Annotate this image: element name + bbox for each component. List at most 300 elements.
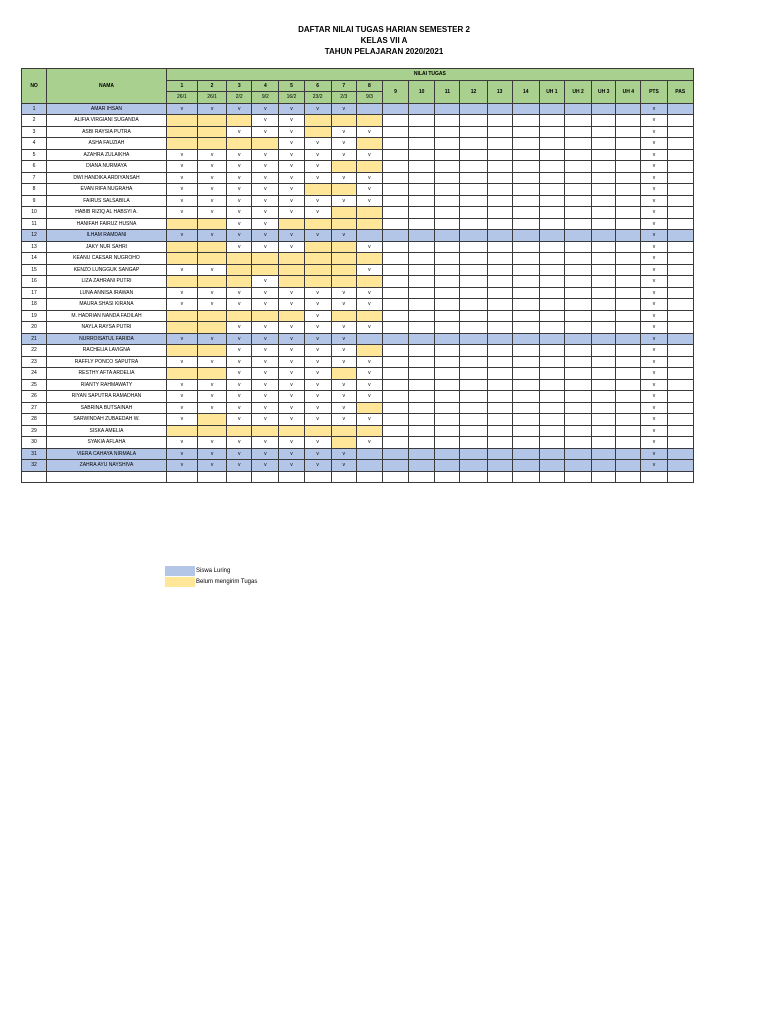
student-no: 9	[22, 195, 47, 207]
empty-cell	[616, 471, 641, 483]
mark-cell: v	[356, 379, 382, 391]
mark-cell	[382, 218, 408, 230]
mark-cell	[435, 207, 460, 219]
mark-cell	[252, 253, 279, 265]
mark-cell	[512, 149, 539, 161]
student-no: 28	[22, 414, 47, 426]
mark-cell	[197, 310, 226, 322]
mark-cell	[539, 322, 564, 334]
mark-cell	[435, 126, 460, 138]
mark-cell	[616, 218, 641, 230]
mark-cell	[435, 149, 460, 161]
mark-cell	[279, 264, 304, 276]
mark-cell: v	[227, 195, 252, 207]
mark-cell	[592, 379, 616, 391]
mark-cell	[564, 460, 591, 472]
mark-cell	[539, 402, 564, 414]
mark-cell	[487, 391, 512, 403]
mark-cell	[512, 253, 539, 265]
mark-cell	[592, 253, 616, 265]
mark-cell	[304, 218, 331, 230]
mark-cell	[435, 322, 460, 334]
mark-cell	[382, 333, 408, 345]
mark-cell: v	[641, 437, 667, 449]
mark-cell: v	[279, 368, 304, 380]
mark-cell	[564, 356, 591, 368]
header-col-11: 11	[435, 80, 460, 103]
student-name: MAURA SHASI KIRANA	[47, 299, 167, 311]
mark-cell: v	[331, 299, 356, 311]
mark-cell	[539, 184, 564, 196]
empty-cell	[279, 471, 304, 483]
mark-cell	[592, 207, 616, 219]
mark-cell	[356, 218, 382, 230]
mark-cell	[539, 368, 564, 380]
mark-cell: v	[227, 149, 252, 161]
mark-cell: v	[279, 241, 304, 253]
mark-cell: v	[279, 172, 304, 184]
mark-cell: v	[304, 310, 331, 322]
mark-cell	[539, 448, 564, 460]
student-name: FAIRUS SALSABILA	[47, 195, 167, 207]
mark-cell	[616, 172, 641, 184]
mark-cell: v	[331, 345, 356, 357]
mark-cell: v	[641, 264, 667, 276]
header-col-18: UH 4	[616, 80, 641, 103]
mark-cell: v	[252, 207, 279, 219]
student-no: 15	[22, 264, 47, 276]
mark-cell: v	[166, 356, 197, 368]
mark-cell: v	[279, 437, 304, 449]
student-no: 3	[22, 126, 47, 138]
mark-cell	[252, 310, 279, 322]
student-no: 12	[22, 230, 47, 242]
mark-cell	[409, 276, 435, 288]
mark-cell: v	[279, 126, 304, 138]
mark-cell	[460, 207, 487, 219]
mark-cell	[166, 138, 197, 150]
mark-cell	[166, 253, 197, 265]
mark-cell	[166, 425, 197, 437]
mark-cell	[539, 460, 564, 472]
mark-cell	[460, 195, 487, 207]
mark-cell	[539, 287, 564, 299]
student-row	[22, 172, 694, 184]
mark-cell: v	[252, 460, 279, 472]
mark-cell	[487, 299, 512, 311]
mark-cell	[409, 345, 435, 357]
mark-cell	[460, 230, 487, 242]
mark-cell: v	[641, 241, 667, 253]
student-name: RESTHY AFTA ARDELIA	[47, 368, 167, 380]
mark-cell: v	[252, 437, 279, 449]
mark-cell	[409, 264, 435, 276]
legend-luring-swatch	[165, 566, 195, 576]
mark-cell: v	[166, 379, 197, 391]
mark-cell	[564, 138, 591, 150]
mark-cell	[592, 356, 616, 368]
student-name: NAYLA RAYSA PUTRI	[47, 322, 167, 334]
mark-cell	[382, 460, 408, 472]
mark-cell	[539, 310, 564, 322]
mark-cell	[564, 402, 591, 414]
mark-cell: v	[641, 230, 667, 242]
mark-cell	[616, 310, 641, 322]
grades-table	[21, 68, 694, 483]
mark-cell	[435, 184, 460, 196]
header-col-4: 4	[252, 80, 279, 92]
mark-cell	[460, 414, 487, 426]
mark-cell	[487, 207, 512, 219]
mark-cell: v	[166, 437, 197, 449]
mark-cell: v	[252, 115, 279, 127]
student-name: DIANA NURMAYA	[47, 161, 167, 173]
mark-cell: v	[252, 241, 279, 253]
mark-cell: v	[227, 333, 252, 345]
mark-cell: v	[304, 448, 331, 460]
mark-cell	[460, 172, 487, 184]
mark-cell	[166, 368, 197, 380]
mark-cell	[564, 126, 591, 138]
mark-cell	[512, 437, 539, 449]
student-name: RIYAN SAPUTRA RAMADHAN	[47, 391, 167, 403]
mark-cell	[564, 195, 591, 207]
mark-cell: v	[304, 138, 331, 150]
mark-cell	[382, 264, 408, 276]
mark-cell	[616, 460, 641, 472]
mark-cell	[564, 103, 591, 115]
mark-cell	[539, 115, 564, 127]
student-no: 6	[22, 161, 47, 173]
mark-cell: v	[166, 161, 197, 173]
mark-cell: v	[331, 287, 356, 299]
mark-cell: v	[166, 391, 197, 403]
mark-cell: v	[356, 414, 382, 426]
mark-cell	[539, 149, 564, 161]
mark-cell: v	[641, 333, 667, 345]
mark-cell: v	[227, 207, 252, 219]
mark-cell	[409, 437, 435, 449]
mark-cell	[667, 276, 693, 288]
mark-cell: v	[197, 161, 226, 173]
mark-cell: v	[252, 322, 279, 334]
mark-cell: v	[641, 322, 667, 334]
mark-cell	[279, 253, 304, 265]
mark-cell: v	[252, 161, 279, 173]
student-row	[22, 207, 694, 219]
mark-cell: v	[279, 287, 304, 299]
mark-cell	[487, 230, 512, 242]
mark-cell	[279, 425, 304, 437]
mark-cell	[227, 253, 252, 265]
header-date-4: 9/2	[252, 92, 279, 104]
mark-cell	[539, 276, 564, 288]
student-row	[22, 253, 694, 265]
mark-cell	[460, 287, 487, 299]
doc-year: TAHUN PELAJARAN 2020/2021	[324, 47, 444, 56]
mark-cell	[409, 414, 435, 426]
mark-cell	[166, 218, 197, 230]
legend-luring	[165, 566, 230, 576]
mark-cell	[592, 184, 616, 196]
mark-cell	[667, 310, 693, 322]
mark-cell	[667, 322, 693, 334]
mark-cell	[539, 138, 564, 150]
student-no: 26	[22, 391, 47, 403]
mark-cell	[592, 437, 616, 449]
student-name: EVAN RIFA NUGRAHA	[47, 184, 167, 196]
mark-cell: v	[252, 391, 279, 403]
mark-cell	[382, 276, 408, 288]
mark-cell	[331, 253, 356, 265]
mark-cell	[460, 299, 487, 311]
mark-cell: v	[252, 379, 279, 391]
mark-cell: v	[641, 149, 667, 161]
student-name: AZAHRA ZULAIKHA	[47, 149, 167, 161]
mark-cell	[382, 322, 408, 334]
mark-cell	[356, 103, 382, 115]
mark-cell	[409, 402, 435, 414]
mark-cell	[460, 322, 487, 334]
empty-cell	[539, 471, 564, 483]
mark-cell	[197, 126, 226, 138]
mark-cell: v	[279, 103, 304, 115]
mark-cell	[564, 149, 591, 161]
mark-cell: v	[197, 391, 226, 403]
mark-cell: v	[197, 437, 226, 449]
mark-cell	[409, 149, 435, 161]
student-row	[22, 287, 694, 299]
mark-cell	[667, 345, 693, 357]
student-row	[22, 391, 694, 403]
mark-cell	[539, 299, 564, 311]
student-row	[22, 368, 694, 380]
mark-cell	[487, 253, 512, 265]
student-name: SARWINDAH ZUBAEDAH W.	[47, 414, 167, 426]
mark-cell	[564, 276, 591, 288]
student-name: M. HADRIAN NANDA FADILAH	[47, 310, 167, 322]
header-date-5: 16/2	[279, 92, 304, 104]
mark-cell	[331, 425, 356, 437]
mark-cell	[592, 322, 616, 334]
mark-cell	[564, 161, 591, 173]
mark-cell	[512, 195, 539, 207]
mark-cell	[304, 264, 331, 276]
mark-cell	[616, 241, 641, 253]
mark-cell: v	[304, 322, 331, 334]
student-row	[22, 448, 694, 460]
mark-cell: v	[304, 195, 331, 207]
mark-cell	[409, 287, 435, 299]
mark-cell	[227, 138, 252, 150]
mark-cell	[356, 333, 382, 345]
mark-cell	[304, 253, 331, 265]
mark-cell: v	[227, 460, 252, 472]
mark-cell	[409, 138, 435, 150]
mark-cell	[592, 460, 616, 472]
mark-cell	[539, 356, 564, 368]
mark-cell	[356, 230, 382, 242]
empty-cell	[227, 471, 252, 483]
mark-cell	[382, 149, 408, 161]
mark-cell	[487, 287, 512, 299]
mark-cell: v	[331, 230, 356, 242]
empty-cell	[435, 471, 460, 483]
mark-cell	[592, 276, 616, 288]
mark-cell: v	[227, 345, 252, 357]
student-row	[22, 356, 694, 368]
mark-cell	[564, 184, 591, 196]
mark-cell: v	[166, 184, 197, 196]
mark-cell: v	[641, 425, 667, 437]
student-row	[22, 460, 694, 472]
mark-cell	[382, 138, 408, 150]
mark-cell	[487, 184, 512, 196]
mark-cell	[227, 264, 252, 276]
student-row	[22, 149, 694, 161]
mark-cell: v	[356, 149, 382, 161]
mark-cell: v	[197, 333, 226, 345]
mark-cell	[616, 115, 641, 127]
mark-cell: v	[252, 184, 279, 196]
mark-cell: v	[227, 218, 252, 230]
header-col-8: 8	[356, 80, 382, 92]
mark-cell: v	[331, 460, 356, 472]
mark-cell	[564, 391, 591, 403]
mark-cell	[460, 460, 487, 472]
mark-cell	[592, 368, 616, 380]
mark-cell	[616, 379, 641, 391]
header-col-2: 2	[197, 80, 226, 92]
mark-cell	[279, 218, 304, 230]
mark-cell	[197, 276, 226, 288]
mark-cell	[667, 333, 693, 345]
mark-cell	[197, 138, 226, 150]
empty-cell	[667, 471, 693, 483]
mark-cell	[356, 460, 382, 472]
mark-cell	[409, 230, 435, 242]
mark-cell: v	[356, 287, 382, 299]
mark-cell: v	[279, 356, 304, 368]
mark-cell	[356, 115, 382, 127]
mark-cell: v	[197, 287, 226, 299]
mark-cell: v	[252, 287, 279, 299]
mark-cell	[227, 425, 252, 437]
mark-cell	[435, 356, 460, 368]
mark-cell	[435, 138, 460, 150]
mark-cell: v	[252, 149, 279, 161]
mark-cell	[512, 264, 539, 276]
header-no: NO	[22, 69, 47, 104]
mark-cell	[460, 184, 487, 196]
student-row	[22, 184, 694, 196]
empty-cell	[487, 471, 512, 483]
mark-cell: v	[304, 103, 331, 115]
mark-cell: v	[641, 345, 667, 357]
mark-cell	[592, 126, 616, 138]
mark-cell	[616, 207, 641, 219]
mark-cell: v	[641, 287, 667, 299]
mark-cell: v	[279, 138, 304, 150]
mark-cell	[435, 379, 460, 391]
mark-cell: v	[641, 356, 667, 368]
mark-cell	[539, 195, 564, 207]
student-no: 18	[22, 299, 47, 311]
mark-cell	[667, 391, 693, 403]
mark-cell	[382, 161, 408, 173]
mark-cell: v	[304, 299, 331, 311]
legend-belum	[165, 577, 257, 587]
student-row	[22, 103, 694, 115]
mark-cell	[382, 253, 408, 265]
mark-cell	[592, 414, 616, 426]
mark-cell	[512, 379, 539, 391]
mark-cell: v	[227, 368, 252, 380]
mark-cell	[331, 115, 356, 127]
mark-cell: v	[197, 184, 226, 196]
mark-cell	[487, 138, 512, 150]
mark-cell	[667, 425, 693, 437]
mark-cell	[512, 172, 539, 184]
student-no: 2	[22, 115, 47, 127]
mark-cell	[252, 425, 279, 437]
mark-cell: v	[641, 218, 667, 230]
header-nama: NAMA	[47, 69, 167, 104]
mark-cell: v	[304, 391, 331, 403]
mark-cell	[331, 310, 356, 322]
mark-cell: v	[197, 207, 226, 219]
mark-cell	[564, 379, 591, 391]
mark-cell: v	[227, 379, 252, 391]
mark-cell: v	[641, 126, 667, 138]
student-name: VIERA CAHAYA NIRMALA	[47, 448, 167, 460]
mark-cell	[166, 276, 197, 288]
mark-cell	[331, 276, 356, 288]
mark-cell	[616, 448, 641, 460]
mark-cell	[667, 126, 693, 138]
student-name: SYAKIA AFLAHA	[47, 437, 167, 449]
mark-cell	[616, 287, 641, 299]
mark-cell	[667, 379, 693, 391]
mark-cell	[252, 264, 279, 276]
mark-cell	[460, 310, 487, 322]
mark-cell	[667, 241, 693, 253]
mark-cell	[592, 333, 616, 345]
mark-cell: v	[252, 195, 279, 207]
mark-cell	[539, 230, 564, 242]
student-no: 30	[22, 437, 47, 449]
mark-cell	[382, 172, 408, 184]
mark-cell: v	[331, 149, 356, 161]
mark-cell: v	[641, 172, 667, 184]
doc-class: KELAS VII A	[360, 36, 408, 45]
mark-cell	[592, 391, 616, 403]
mark-cell: v	[356, 437, 382, 449]
mark-cell	[409, 322, 435, 334]
mark-cell	[487, 115, 512, 127]
mark-cell: v	[356, 241, 382, 253]
mark-cell	[409, 448, 435, 460]
mark-cell	[382, 448, 408, 460]
header-col-10: 10	[409, 80, 435, 103]
student-no: 16	[22, 276, 47, 288]
mark-cell: v	[252, 126, 279, 138]
student-no: 24	[22, 368, 47, 380]
mark-cell	[539, 264, 564, 276]
mark-cell	[382, 345, 408, 357]
mark-cell	[331, 368, 356, 380]
mark-cell: v	[166, 287, 197, 299]
